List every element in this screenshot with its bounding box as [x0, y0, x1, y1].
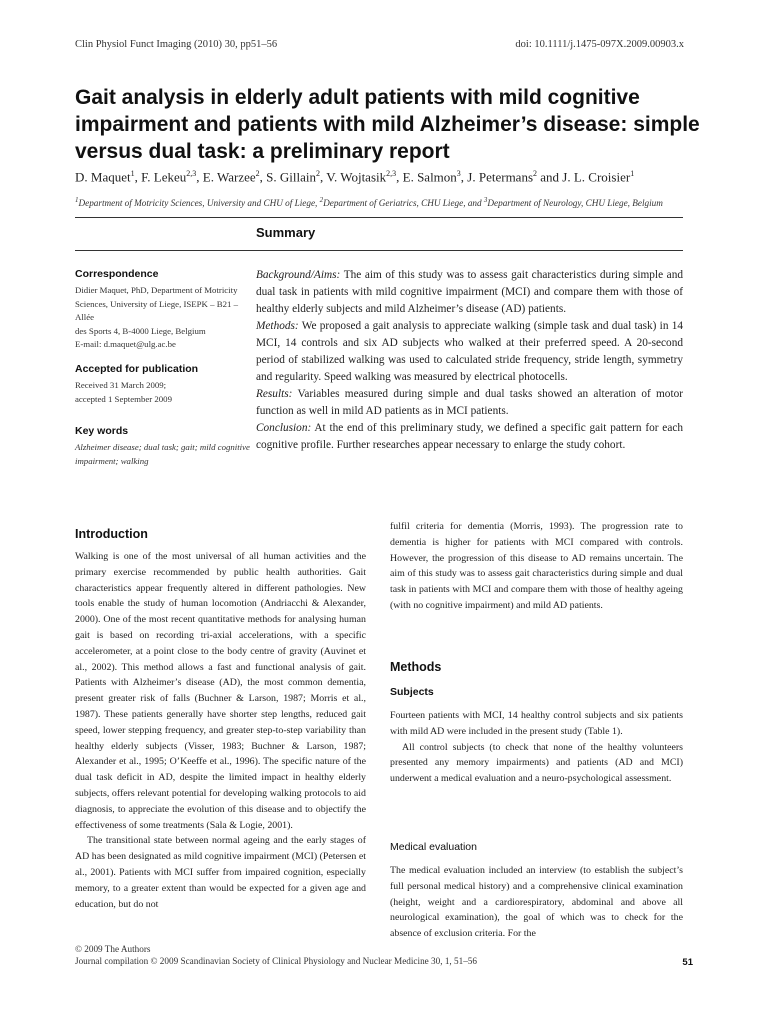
keywords-heading: Key words: [75, 425, 129, 438]
author-affiliation-mark: 2: [315, 169, 320, 178]
summary-heading: Summary: [256, 225, 316, 240]
affiliations: [75, 196, 715, 208]
footer-compilation: Journal compilation © 2009 Scandinavian Society of Clinical Physiology and Nuclear Medicine 30, 1, 51–56: [75, 956, 477, 966]
author-affiliation-mark: 1: [130, 169, 135, 178]
abstract-label: Results:: [256, 388, 293, 400]
author-affiliation-mark: 1: [630, 169, 635, 178]
keywords-line: impairment; walking: [75, 455, 149, 466]
correspondence-line: des Sports 4, B-4000 Liege, Belgium: [75, 325, 206, 336]
correspondence-line: Sciences, University of Liege, ISEPK – B21 – Allée: [75, 298, 238, 323]
abstract-paragraph: [256, 318, 683, 386]
medical-evaluation-paragraph: The medical evaluation included an interview (to establish the subject’s full personal medical history) and a comprehensive clinical examination (height, weight and a cardiorespiratory, abdominal and above all neurological examination), the goal of which was to check for the absence of exclusion criteria. For the: [390, 865, 683, 940]
abstract-text: We proposed a gait analysis to appreciate walking (simple task and dual task) in 14 MCI, 14 controls and six AD subjects who walked at their preferred speed. A 20-second period of stabilized walking was used to calculated stride frequency, stride length, symmetry and regularity. Speed walking was measured by electrical photocells.: [256, 320, 683, 383]
author-name: D. Maquet: [75, 169, 131, 185]
introduction-heading: Introduction: [75, 527, 148, 541]
author-affiliation-mark: 2,3: [186, 169, 197, 178]
affiliation-text: Department of Motricity Sciences, University and CHU of Liege,: [78, 198, 320, 209]
correspondence-line: Didier Maquet, PhD, Department of Motricity: [75, 285, 238, 295]
header-rule: [75, 217, 683, 218]
affiliation-text: Department of Geriatrics, CHU Liege, and: [323, 198, 484, 209]
affiliation-mark: 3: [483, 196, 488, 204]
methods-heading: Methods: [390, 660, 442, 674]
author-name: F. Lekeu: [141, 169, 187, 185]
author-affiliation-mark: 3: [456, 169, 461, 178]
journal-citation: Clin Physiol Funct Imaging (2010) 30, pp51–56: [75, 39, 278, 50]
abstract-label: Conclusion:: [256, 422, 312, 434]
subjects-paragraph-1: Fourteen patients with MCI, 14 healthy control subjects and six patients with mild AD were included in the present study (Table 1).: [390, 710, 683, 737]
abstract-label: Background/Aims:: [256, 269, 341, 281]
page-number: 51: [682, 957, 693, 968]
abstract: [256, 267, 683, 454]
abstract-text: At the end of this preliminary study, we defined a specific gait pattern for each cognitive profile. Further researches appear necessary to enlarge the study cohort.: [256, 422, 683, 451]
abstract-label: Methods:: [256, 320, 299, 332]
keywords-line: Alzheimer disease; dual task; gait; mild cognitive: [75, 442, 250, 453]
abstract-text: The aim of this study was to assess gait characteristics during simple and dual task in patients with mild cognitive impairment (MCI) and compare them with those of healthy elderly subjects and mild Alzheimer’s disease (AD) patients.: [256, 269, 683, 315]
author-name: V. Wojtasik: [326, 169, 387, 185]
author-name: J. Petermans: [467, 169, 534, 185]
subjects-text: [390, 708, 683, 787]
introduction-text-left: [75, 549, 366, 912]
abstract-paragraph: [256, 267, 683, 318]
introduction-paragraph-1: Walking is one of the most universal of all human activities and the primary exercise recommended by public health authorities. Gait characteristics appear frequently altered in different pathologies. New tools enable the study of human locomotion (Andriacchi & Alexander, 2000). One of the most recent quantitative methods for analysing human gait is based on recording tri-axial accelerations, with a specific accelerometer, at a point close to the body centre of gravity (Auvinet et al., 2002). This method allows a fast and functional analysis of gait. Patients with Alzheimer’s disease (AD), the most common dementia, present greater risk of falls (Buchner & Larson, 1987; Morris et al., 1987). These patients generally have shorter step lengths, reduced gait speed, lower stepping frequency, and greater step-to-step variability than healthy elderly subjects (Visser, 1983; Buchner & Larson, 1987; Alexander et al., 1995; O’Keeffe et al., 1996). The specific nature of the dual task deficit in AD, despite the limited impact in healthy elderly subjects, offers relevant potential for developing walking protocols to aid diagnosis, to appreciate the evolution of this disease and to objectify the effectiveness of some treatments (Sala & Logie, 2001).: [75, 551, 366, 831]
doi: doi: 10.1111/j.1475-097X.2009.00903.x: [515, 39, 684, 50]
medical-evaluation-text: [390, 863, 683, 942]
summary-rule: [75, 250, 683, 251]
author-affiliation-mark: 2: [533, 169, 538, 178]
introduction-text-right: [390, 519, 683, 614]
author-name: E. Salmon: [402, 169, 457, 185]
introduction-paragraph-3: fulfil criteria for dementia (Morris, 1993). The progression rate to dementia is higher for patients with MCI compared with controls. However, the progression of this disease to AD remains uncertain. The aim of this study was to assess gait characteristics during simple and dual task in patients with MCI and compare them with those of healthy ageing (with no cognitive impairment) and mild AD patients.: [390, 521, 683, 611]
author-name: J. L. Croisier: [562, 169, 631, 185]
abstract-paragraph: [256, 386, 683, 420]
author-affiliation-mark: 2: [255, 169, 260, 178]
subjects-paragraph-2: All control subjects (to check that none of the healthy volunteers presented any memory impairments) and patients (AD and MCI) underwent a medical evaluation and a neuro-psychological assessment.: [390, 741, 683, 785]
article-title: Gait analysis in elderly adult patients with mild cognitive impairment and patients with mild Alzheimer’s disease: simple versus dual task: a preliminary report: [75, 86, 700, 163]
correspondence-email: E-mail: d.maquet@ulg.ac.be: [75, 339, 176, 350]
subjects-heading: Subjects: [390, 686, 434, 698]
sidebar: [75, 268, 250, 468]
abstract-paragraph: [256, 420, 683, 454]
author-name: S. Gillain: [266, 169, 316, 185]
footer-copyright: © 2009 The Authors: [75, 944, 151, 954]
keywords-text: [75, 441, 250, 468]
author-name: E. Warzee: [202, 169, 256, 185]
received-date: Received 31 March 2009;: [75, 379, 167, 390]
author-affiliation-mark: 2,3: [386, 169, 397, 178]
introduction-paragraph-2: The transitional state between normal ageing and the early stages of AD has been designated as mild cognitive impairment (MCI) (Petersen et al., 2001). Patients with MCI suffer from impaired cognition, especially memory, to a greater extent than would be expected for a given age and education, but do not: [75, 835, 366, 910]
affiliation-mark: 2: [319, 196, 324, 204]
accepted-date: accepted 1 September 2009: [75, 393, 172, 404]
affiliation-mark: 1: [75, 196, 79, 204]
accepted-text: [75, 379, 250, 406]
correspondence-text: [75, 284, 250, 352]
correspondence-heading: Correspondence: [75, 268, 159, 280]
affiliation-text: Department of Neurology, CHU Liege, Belgium: [487, 198, 663, 209]
medical-evaluation-heading: Medical evaluation: [390, 841, 477, 853]
author-list: D. Maquet$^1$, F. Lekeu$^{2,3}$, E. Warzee$^2$, S. Gillain$^2$, V. Wojtasik$^{2,3}$, E. Salmon$^3$, J. Petermans$^2$ and J. L. Croisier$^1$: [75, 169, 635, 185]
accepted-heading: Accepted for publication: [75, 362, 199, 375]
abstract-text: Variables measured during simple and dual tasks showed an alteration of motor function as well in mild AD patients as in MCI patients.: [256, 388, 683, 417]
